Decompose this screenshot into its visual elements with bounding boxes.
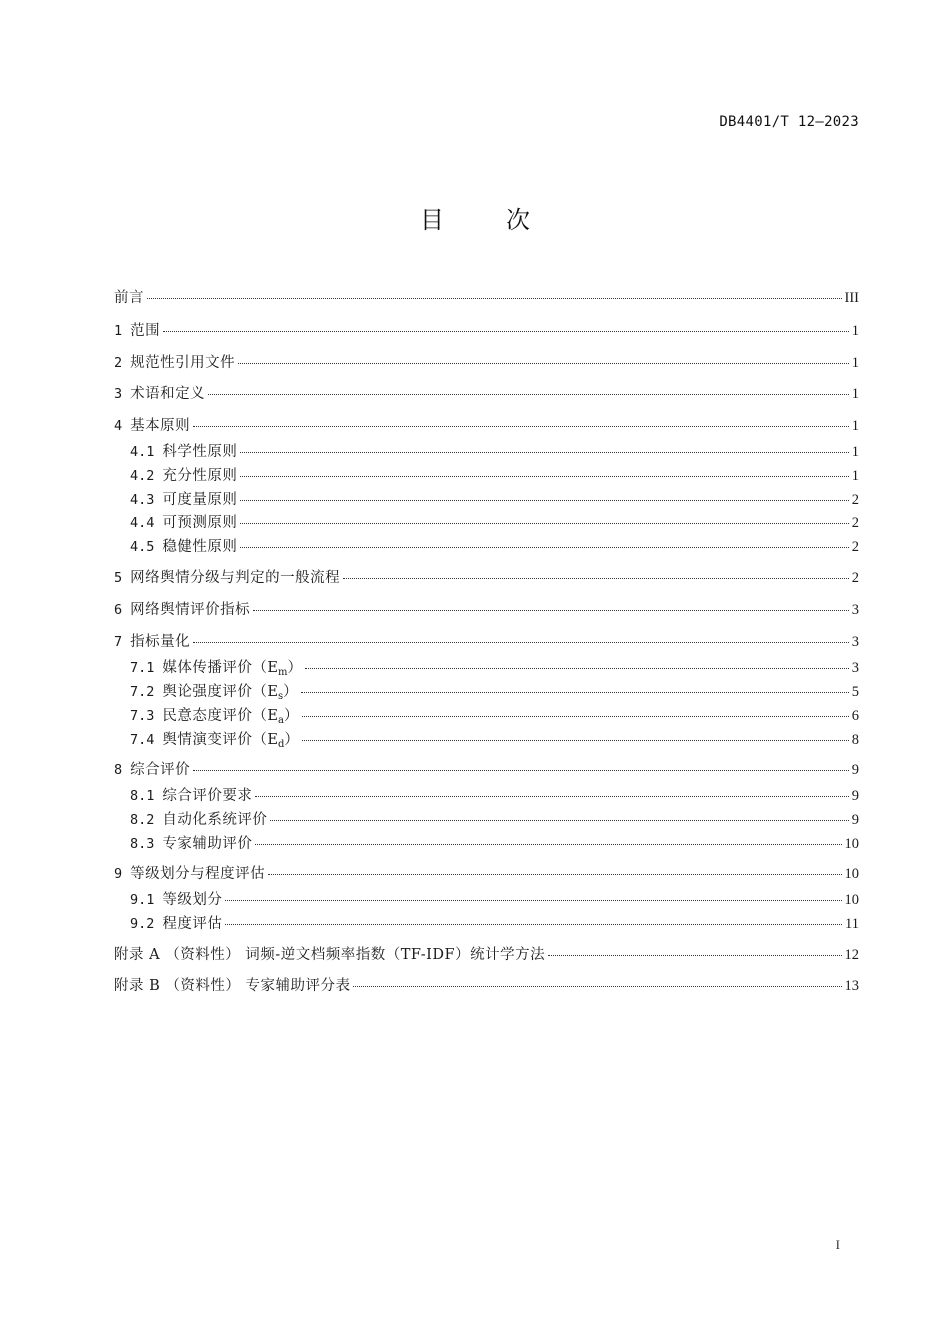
toc-page: 10 [844, 866, 859, 882]
toc-label: 可预测原则 [162, 515, 238, 531]
toc-entry-9-1[interactable] [130, 890, 859, 910]
toc-label: 术语和定义 [130, 386, 206, 402]
toc-label: 科学性原则 [162, 444, 238, 460]
toc-label: 民意态度评价（ [162, 708, 268, 724]
toc-page: 1 [851, 386, 859, 402]
dot-leader [240, 499, 848, 501]
toc-label: 基本原则 [130, 418, 191, 434]
toc-page: III [844, 290, 859, 306]
toc-entry-8-3[interactable] [130, 834, 859, 854]
toc-label: 综合评价 [130, 762, 191, 778]
dot-leader [548, 954, 841, 956]
toc-entry-preface[interactable] [114, 288, 859, 308]
symbol-e-s: $E_s$ [267, 684, 284, 702]
toc-number: 9.2 [130, 916, 155, 932]
toc-entry-7-3[interactable] [130, 706, 859, 731]
toc-entry-4-3[interactable] [130, 490, 859, 510]
dot-leader [193, 425, 849, 427]
toc-page: 6 [851, 708, 859, 724]
toc-page: 11 [845, 916, 859, 932]
toc-entry-6[interactable] [114, 600, 859, 620]
toc-page: 3 [851, 660, 859, 676]
dot-leader [208, 393, 849, 395]
toc-label: 附录 B （资料性） 专家辅助评分表 [114, 978, 351, 994]
toc-label: 舆论强度评价（ [162, 684, 268, 700]
page-number: I [835, 1237, 840, 1252]
toc-entry-2[interactable] [114, 353, 859, 373]
toc-label: 范围 [130, 323, 161, 339]
toc-entry-3[interactable] [114, 384, 859, 404]
dot-leader [240, 546, 848, 548]
toc-label: 程度评估 [162, 916, 223, 932]
dot-leader [255, 795, 848, 797]
toc-number: 7.1 [130, 660, 155, 676]
toc-label-close: ） [284, 732, 300, 748]
toc-number: 4.4 [130, 515, 155, 531]
toc-page: 3 [851, 634, 859, 650]
toc-entry-4-2[interactable] [130, 466, 859, 486]
toc-number: 4.1 [130, 444, 155, 460]
toc-number: 8.1 [130, 788, 155, 804]
page-title: 目次 [420, 206, 592, 234]
symbol-e-a: $E_a$ [267, 708, 284, 726]
toc-number: 4 [114, 418, 123, 434]
toc-label: 专家辅助评价 [162, 836, 253, 852]
toc-number: 3 [114, 386, 123, 402]
toc-entry-8-1[interactable] [130, 786, 859, 806]
dot-leader [253, 609, 849, 611]
toc-label: 网络舆情分级与判定的一般流程 [130, 570, 341, 586]
toc-label-close: ） [287, 660, 303, 676]
toc-label: 前言 [114, 290, 144, 306]
dot-leader [353, 985, 841, 987]
dot-leader [240, 522, 848, 524]
toc-page: 3 [851, 602, 859, 618]
toc-number: 4.3 [130, 492, 155, 508]
toc-number: 6 [114, 602, 123, 618]
toc-entry-8[interactable] [114, 760, 859, 780]
toc-label: 可度量原则 [162, 492, 238, 508]
dot-leader [238, 362, 849, 364]
toc-number: 9 [114, 866, 123, 882]
toc-entry-7[interactable] [114, 632, 859, 652]
dot-leader [225, 899, 841, 901]
toc-page: 2 [851, 515, 859, 531]
dot-leader [147, 297, 842, 299]
toc-number: 7.4 [130, 732, 155, 748]
toc-label: 自动化系统评价 [162, 812, 268, 828]
dot-leader [193, 769, 849, 771]
toc-page: 1 [851, 444, 859, 460]
toc-number: 8.3 [130, 836, 155, 852]
toc-entry-7-4[interactable] [130, 730, 859, 755]
toc-label: 舆情演变评价（ [162, 732, 268, 748]
toc-page: 12 [844, 947, 859, 963]
toc-page: 8 [851, 732, 859, 748]
toc-label: 媒体传播评价（ [162, 660, 268, 676]
toc-number: 8 [114, 762, 123, 778]
dot-leader [163, 330, 849, 332]
dot-leader [302, 739, 848, 741]
dot-leader [270, 819, 848, 821]
dot-leader [302, 715, 849, 717]
toc-page: 2 [851, 570, 859, 586]
toc-entry-4-5[interactable] [130, 537, 859, 557]
dot-leader [343, 577, 849, 579]
dot-leader [240, 475, 848, 477]
toc-entry-4-1[interactable] [130, 442, 859, 462]
toc-number: 8.2 [130, 812, 155, 828]
toc-number: 7.2 [130, 684, 155, 700]
toc-label: 等级划分与程度评估 [130, 866, 266, 882]
toc-number: 7 [114, 634, 123, 650]
toc-number: 1 [114, 323, 123, 339]
toc-entry-appendix-a[interactable] [114, 945, 859, 965]
toc-label-close: ） [283, 708, 299, 724]
toc-number: 4.5 [130, 539, 155, 555]
dot-leader [255, 843, 841, 845]
toc-page: 1 [851, 323, 859, 339]
toc-label: 充分性原则 [162, 468, 238, 484]
toc-label: 规范性引用文件 [130, 355, 236, 371]
toc-entry-appendix-b[interactable] [114, 976, 859, 996]
document-code: DB4401/T 12—2023 [719, 114, 859, 130]
toc-label: 指标量化 [130, 634, 191, 650]
toc-entry-4[interactable] [114, 416, 859, 436]
toc-number: 4.2 [130, 468, 155, 484]
dot-leader [225, 923, 842, 925]
dot-leader [301, 691, 849, 693]
toc-entry-9[interactable] [114, 864, 859, 884]
dot-leader [268, 873, 841, 875]
toc-label-close: ） [283, 684, 299, 700]
toc-page: 9 [851, 812, 859, 828]
dot-leader [305, 667, 848, 669]
toc-page: 9 [851, 762, 859, 778]
toc-entry-7-2[interactable] [130, 682, 859, 707]
toc-label: 附录 A （资料性） 词频-逆文档频率指数（TF-IDF）统计学方法 [114, 947, 546, 963]
toc-label: 稳健性原则 [162, 539, 238, 555]
toc-number: 9.1 [130, 892, 155, 908]
toc-page: 2 [851, 492, 859, 508]
toc-entry-1[interactable] [114, 321, 859, 341]
toc-page: 13 [844, 978, 859, 994]
toc-page: 1 [851, 468, 859, 484]
toc-label: 综合评价要求 [162, 788, 253, 804]
toc-label: 等级划分 [162, 892, 223, 908]
symbol-e-m: $E_m$ [267, 660, 288, 678]
toc-page: 1 [851, 418, 859, 434]
symbol-e-d: $E_d$ [267, 732, 285, 750]
toc-page: 10 [844, 836, 859, 852]
toc-page: 9 [851, 788, 859, 804]
toc-page: 1 [851, 355, 859, 371]
toc-entry-4-4[interactable] [130, 513, 859, 533]
toc-entry-5[interactable] [114, 568, 859, 588]
toc-number: 5 [114, 570, 123, 586]
toc-entry-9-2[interactable] [130, 914, 859, 934]
toc-number: 2 [114, 355, 123, 371]
toc-entry-7-1[interactable] [130, 658, 859, 683]
toc-page: 5 [851, 684, 859, 700]
dot-leader [240, 451, 848, 453]
dot-leader [193, 641, 849, 643]
toc-page: 10 [844, 892, 859, 908]
toc-page: 2 [851, 539, 859, 555]
toc-label: 网络舆情评价指标 [130, 602, 251, 618]
toc-number: 7.3 [130, 708, 155, 724]
toc-entry-8-2[interactable] [130, 810, 859, 830]
